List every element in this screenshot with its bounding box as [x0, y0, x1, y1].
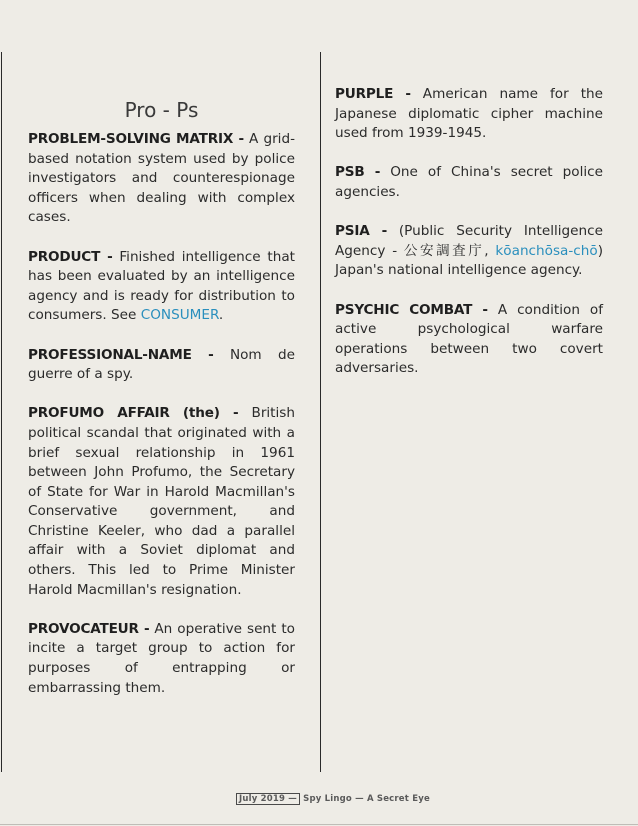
- footer-date: July 2019 —: [236, 793, 300, 805]
- glossary-entry-profumo-affair: [28, 404, 295, 600]
- glossary-entry-provocateur: [28, 620, 295, 698]
- entry-term: PROVOCATEUR -: [28, 620, 150, 637]
- glossary-entry-psb: [335, 163, 603, 202]
- page-footer: [236, 794, 430, 804]
- footer-title: Spy Lingo — A Secret Eye: [303, 794, 430, 804]
- glossary-entry-problem-solving-matrix: [28, 130, 295, 228]
- entry-term: PROFESSIONAL-NAME -: [28, 346, 214, 363]
- entry-term: PSB -: [335, 164, 381, 181]
- koanchosa-cho-link[interactable]: kōanchōsa-chō: [495, 242, 598, 259]
- entry-term: PRODUCT -: [28, 248, 113, 265]
- entry-definition: A grid-based notation system used by police investigators and counterespionage officers when dealing with complex cases.: [28, 131, 295, 226]
- entry-term: PROFUMO AFFAIR (the) -: [28, 405, 239, 422]
- entry-definition: British political scandal that originated with a brief sexual relationship in 1961 between John Profumo, the Secretary of State for War in Harold Macmillan's Conservative government, and Christine Keeler, who dad a parallel affair with a Soviet diplomat and others. This led to Prime Minister Harold Macmillan's resignation.: [28, 405, 295, 598]
- right-column: [335, 85, 603, 399]
- glossary-entry-professional-name: [28, 346, 295, 385]
- entry-term: PSYCHIC COMBAT -: [335, 301, 488, 318]
- glossary-entry-psychic-combat: [335, 301, 603, 379]
- entry-term: PURPLE -: [335, 86, 411, 102]
- entry-definition: An operative sent to incite a target group to action for purposes of entrapping or embarrassing them.: [28, 620, 295, 696]
- glossary-entry-purple: [335, 85, 603, 144]
- glossary-entry-product: [28, 248, 295, 326]
- entry-definition: Finished intelligence that has been evaluated by an intelligence agency and is ready for distribution to consumers. See: [28, 248, 295, 324]
- entry-definition: Nom de guerre of a spy.: [28, 346, 295, 383]
- entry-term: PSIA -: [335, 223, 388, 240]
- entry-term: PROBLEM-SOLVING MATRIX -: [28, 131, 244, 147]
- column-divider: [320, 52, 321, 772]
- entry-definition: One of China's secret police agencies.: [335, 164, 603, 200]
- left-column-rule: [1, 52, 2, 772]
- entry-definition: American name for the Japanese diplomatic cipher machine used from 1939-1945.: [335, 86, 604, 142]
- glossary-entry-psia: [335, 222, 603, 281]
- page-title: Pro - Ps: [124, 98, 199, 122]
- entry-definition-end: .: [218, 307, 224, 324]
- entry-definition: A condition of active psychological warfare operations between two covert adversaries.: [335, 301, 603, 377]
- consumer-link[interactable]: CONSUMER: [140, 307, 219, 324]
- entry-definition: (Public Security Intelligence Agency - 公安調査庁,: [335, 223, 603, 259]
- entry-definition-end: ) Japan's national intelligence agency.: [335, 242, 603, 279]
- left-column: [28, 130, 295, 718]
